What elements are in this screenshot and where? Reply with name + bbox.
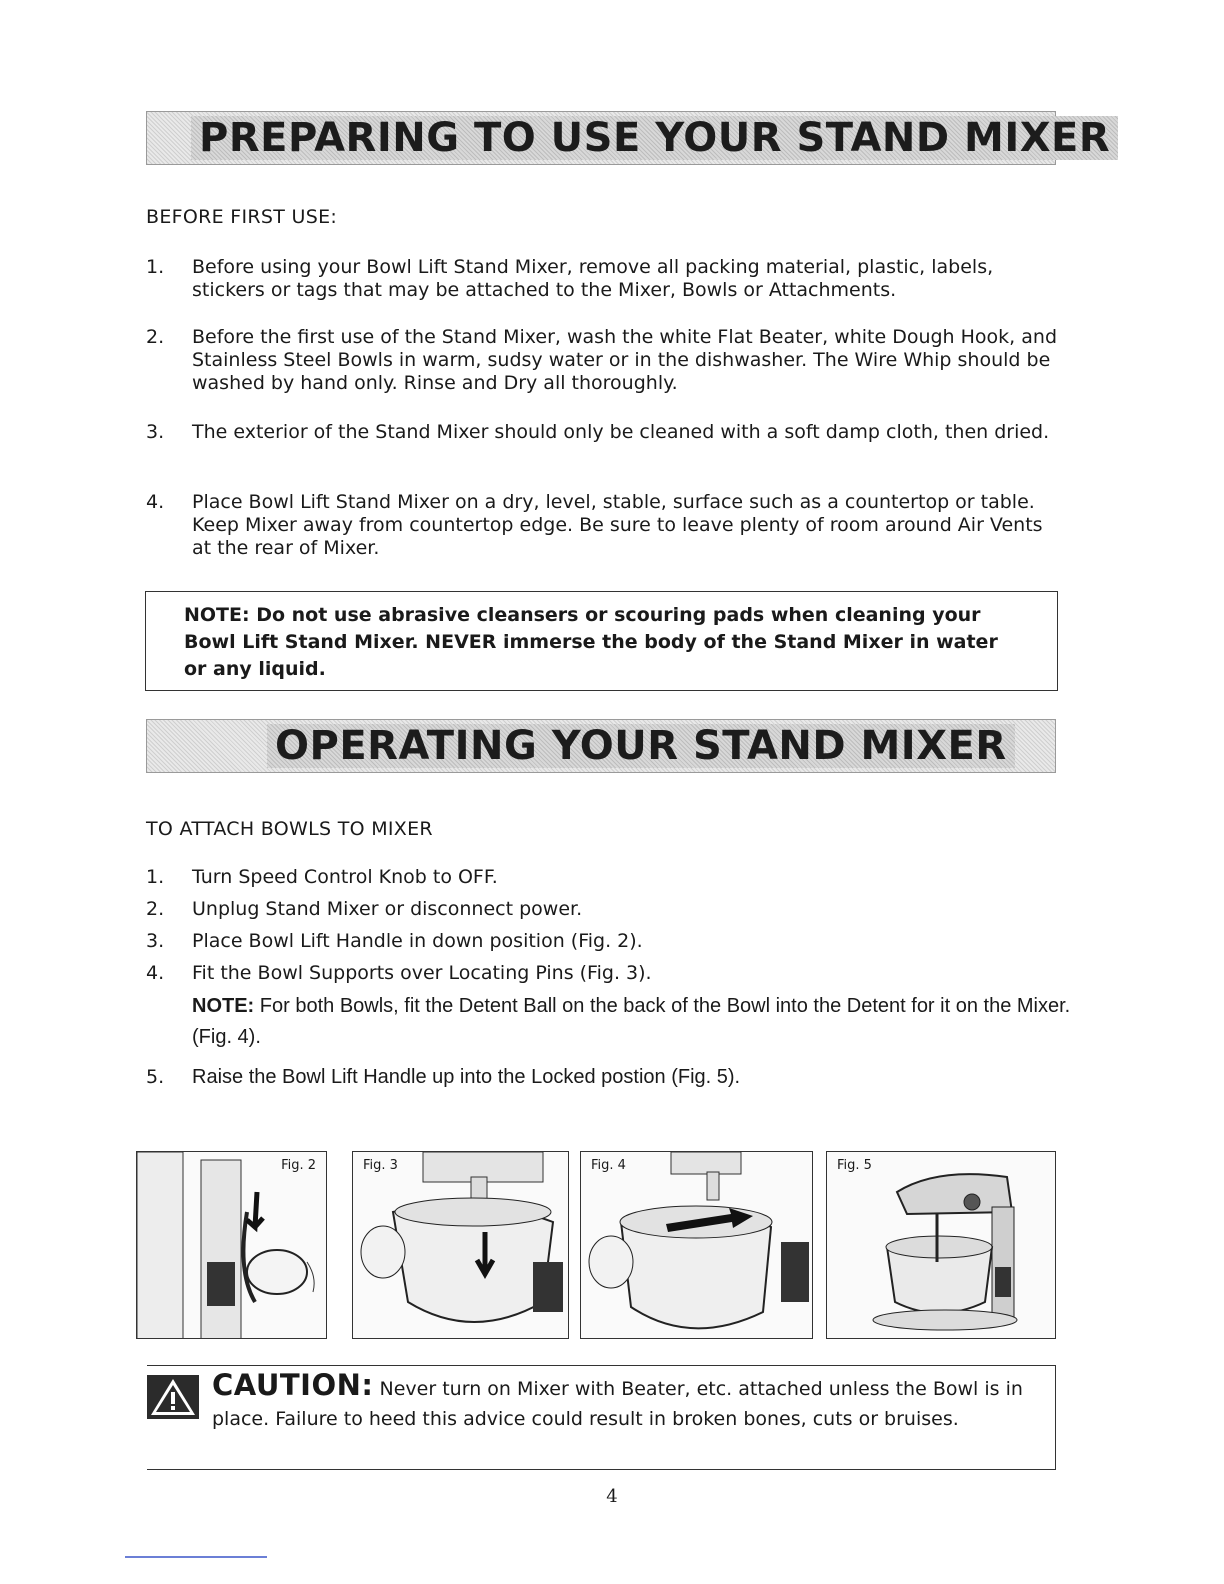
caution-message: Never turn on Mixer with Beater, etc. attached unless the Bowl is in place. Failure to heed this advice could result in broken bones, cuts or bruises. — [212, 1378, 1023, 1430]
figure-label: Fig. 4 — [591, 1158, 626, 1173]
list-item — [146, 256, 1066, 302]
figure-5 — [826, 1151, 1056, 1339]
list-item-number: 1. — [146, 256, 165, 278]
figure-5-illustration — [827, 1152, 1056, 1339]
before-first-use-heading: BEFORE FIRST USE: — [146, 206, 338, 228]
list-item-number: 3. — [146, 421, 165, 443]
figure-label: Fig. 3 — [363, 1158, 398, 1173]
list-item — [146, 491, 1066, 560]
list-item-text: Before the first use of the Stand Mixer, wash the white Flat Beater, white Dough Hook, and Stainless Steel Bowls in warm, sudsy water or in the dishwasher. The Wire Whip should be washed by hand only. Rinse and Dry all thoroughly. — [192, 326, 1058, 394]
note-box — [145, 591, 1058, 691]
list-item-number: 3. — [146, 930, 165, 952]
figure-3-illustration — [353, 1152, 569, 1339]
list-item-text: Before using your Bowl Lift Stand Mixer, remove all packing material, plastic, labels, stickers or tags that may be attached to the Mixer, Bowls or Attachments. — [192, 256, 994, 301]
list-item — [146, 926, 1086, 957]
section-title-operating: OPERATING YOUR STAND MIXER — [267, 724, 1015, 768]
warning-icon — [147, 1375, 199, 1419]
page-number: 4 — [606, 1486, 618, 1507]
list-item — [146, 958, 1086, 989]
section-banner-preparing — [146, 111, 1111, 165]
list-item-number: 5. — [146, 1066, 165, 1088]
figure-2 — [136, 1151, 327, 1339]
caution-label: CAUTION: — [212, 1368, 374, 1402]
figure-4 — [580, 1151, 813, 1339]
list-item-text: Place Bowl Lift Stand Mixer on a dry, level, stable, surface such as a countertop or table. Keep Mixer away from countertop edge. Be sure to leave plenty of room around Air Vents at the rear of Mixer. — [192, 491, 1043, 559]
list-item-number: 1. — [146, 866, 165, 888]
list-item — [146, 421, 1066, 444]
section-banner-operating — [146, 719, 1056, 773]
list-item-text: Fit the Bowl Supports over Locating Pins (Fig. 3). — [192, 962, 652, 984]
figure-label: Fig. 2 — [281, 1158, 316, 1173]
note-text: For both Bowls, fit the Detent Ball on the back of the Bowl into the Detent for it on the Mixer. (Fig. 4). — [192, 995, 1071, 1048]
figure-label: Fig. 5 — [837, 1158, 872, 1173]
list-item-number: 2. — [146, 898, 165, 920]
warning-triangle-icon — [147, 1375, 199, 1419]
figure-3 — [352, 1151, 569, 1339]
list-item-number: 2. — [146, 326, 165, 348]
list-item — [146, 1062, 1086, 1093]
list-item-number: 4. — [146, 962, 165, 984]
note-text: NOTE: Do not use abrasive cleansers or scouring pads when cleaning your Bowl Lift Stand Mixer. NEVER immerse the body of the Stand Mixer in water or any liquid. — [184, 604, 998, 680]
note-label: NOTE: — [192, 995, 255, 1017]
caution-text — [212, 1370, 1032, 1434]
attach-bowls-heading: TO ATTACH BOWLS TO MIXER — [146, 818, 433, 840]
list-item-text: Raise the Bowl Lift Handle up into the Locked postion (Fig. 5). — [192, 1066, 741, 1088]
list-item-number: 4. — [146, 491, 165, 513]
list-item-text: Unplug Stand Mixer or disconnect power. — [192, 898, 583, 920]
list-item — [146, 894, 1086, 925]
list-item-text: The exterior of the Stand Mixer should only be cleaned with a soft damp cloth, then dried. — [192, 421, 1050, 443]
list-note — [146, 991, 1086, 1053]
section-title-preparing: PREPARING TO USE YOUR STAND MIXER — [191, 116, 1118, 160]
figure-2-illustration — [137, 1152, 327, 1339]
divider — [125, 1556, 267, 1558]
list-item — [146, 862, 1086, 893]
figure-4-illustration — [581, 1152, 813, 1339]
list-item — [146, 326, 1066, 395]
list-item-text: Place Bowl Lift Handle in down position (Fig. 2). — [192, 930, 643, 952]
list-item-text: Turn Speed Control Knob to OFF. — [192, 866, 498, 888]
